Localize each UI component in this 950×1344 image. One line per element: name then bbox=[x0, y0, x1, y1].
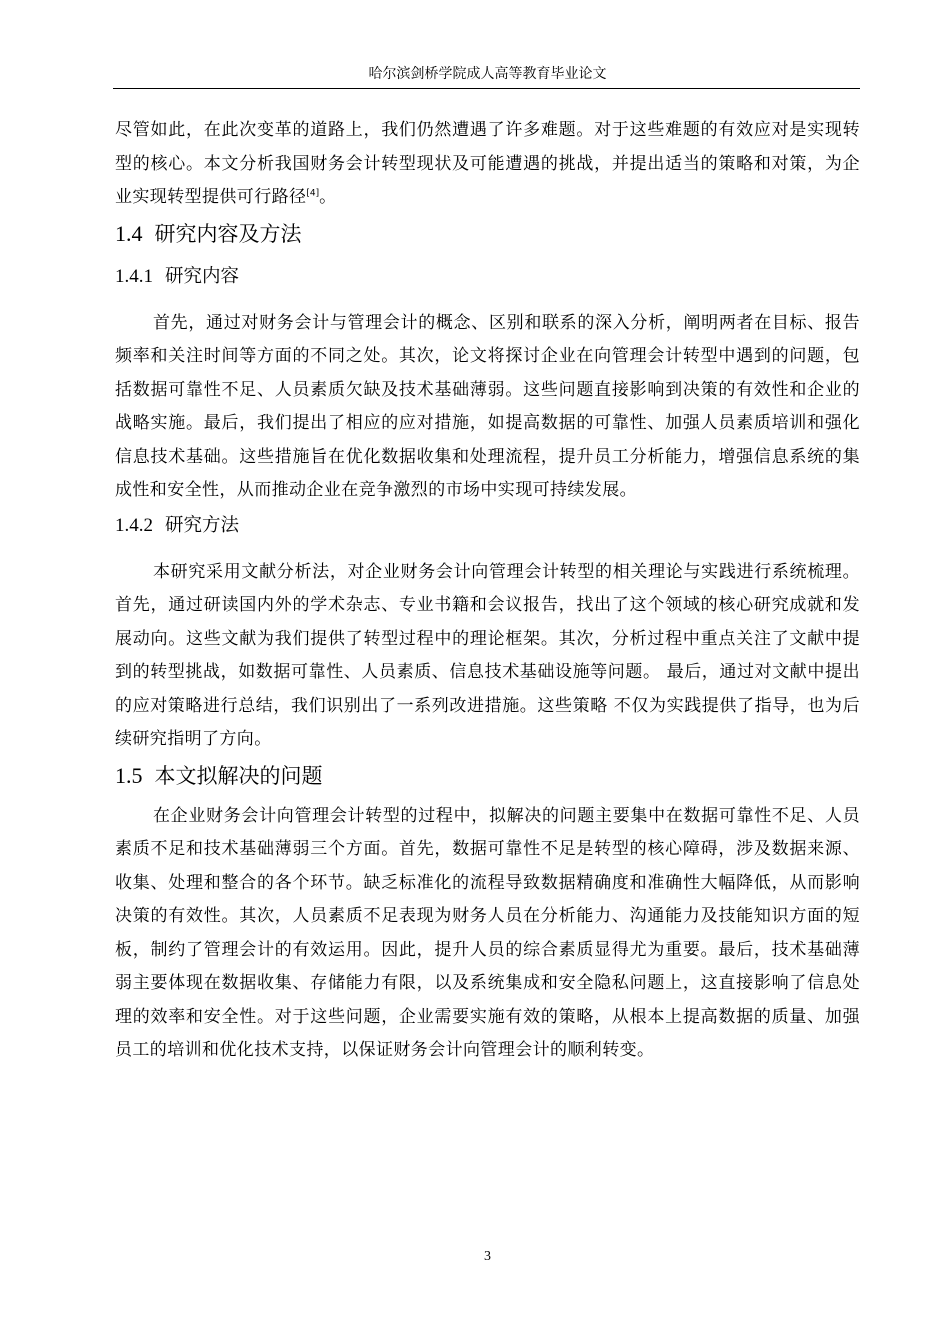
header-rule bbox=[113, 88, 860, 89]
body-paragraph-research-content: 首先，通过对财务会计与管理会计的概念、区别和联系的深入分析，阐明两者在目标、报告频率和关注时间等方面的不同之处。其次，论文将探讨企业在向管理会计转型中遇到的问题，包括数据可靠性不足、人员素质欠缺及技术基础薄弱。这些问题直接影响到决策的有效性和企业的战略实施。最后，我们提出了相应的应对措施，如提高数据的可靠性、加强人员素质培训和强化信息技术基础。这些措施旨在优化数据收集和处理流程，提升员工分析能力，增强信息系统的集成性和安全性，从而推动企业在竞争激烈的市场中实现可持续发展。 bbox=[115, 312, 860, 500]
running-header: 哈尔滨剑桥学院成人高等教育毕业论文 bbox=[368, 66, 607, 82]
section-title: 研究内容及方法 bbox=[154, 221, 302, 246]
page-number: 3 bbox=[484, 1249, 491, 1264]
section-heading-1-4-2 bbox=[115, 512, 860, 540]
section-heading-1-4-1 bbox=[115, 263, 860, 291]
section-number: 1.4.1 bbox=[115, 265, 153, 287]
section-number: 1.5 bbox=[115, 762, 143, 788]
citation-marker: [4] bbox=[306, 188, 320, 199]
intro-text: 尽管如此，在此次变革的道路上，我们仍然遭遇了许多难题。对于这些难题的有效应对是实现转型的核心。本文分析我国财务会计转型现状及可能遭遇的挑战，并提出适当的策略和对策，为企业实现转型提供可行路径 bbox=[115, 120, 860, 207]
section-heading-1-4 bbox=[115, 219, 860, 249]
body-paragraph-research-method: 本研究采用文献分析法，对企业财务会计向管理会计转型的相关理论与实践进行系统梳理。首先，通过研读国内外的学术杂志、专业书籍和会议报告，找出了这个领域的核心研究成就和发展动向。这些文献为我们提供了转型过程中的理论框架。其次，分析过程中重点关注了文献中提到的转型挑战，如数据可靠性、人员素质、信息技术基础设施等问题。 最后，通过对文献中提出的应对策略进行总结，我们识别出了一系列改进措施。这些策略 不仅为实践提供了指导，也为后续研究指明了方向。 bbox=[115, 561, 860, 749]
section-number: 1.4.2 bbox=[115, 514, 153, 536]
section-title: 研究方法 bbox=[165, 514, 240, 536]
section-number: 1.4 bbox=[115, 220, 143, 246]
body-paragraph-problems: 在企业财务会计向管理会计转型的过程中，拟解决的问题主要集中在数据可靠性不足、人员素质不足和技术基础薄弱三个方面。首先，数据可靠性不足是转型的核心障碍，涉及数据来源、收集、处理和整合的各个环节。缺乏标准化的流程导致数据精确度和准确性大幅降低，从而影响决策的有效性。其次，人员素质不足表现为财务人员在分析能力、沟通能力及技能知识方面的短板，制约了管理会计的有效运用。因此，提升人员的综合素质显得尤为重要。最后，技术基础薄弱主要体现在数据收集、存储能力有限，以及系统集成和安全隐私问题上，这直接影响了信息处理的效率和安全性。对于这些问题，企业需要实施有效的策略，从根本上提高数据的质量、加强员工的培训和优化技术支持，以保证财务会计向管理会计的顺利转变。 bbox=[115, 805, 860, 1060]
section-title: 研究内容 bbox=[165, 265, 240, 287]
section-heading-1-5 bbox=[115, 761, 860, 791]
page-content bbox=[115, 114, 860, 1068]
section-title: 本文拟解决的问题 bbox=[154, 763, 323, 788]
intro-end: 。 bbox=[319, 187, 337, 207]
intro-paragraph bbox=[115, 114, 860, 215]
